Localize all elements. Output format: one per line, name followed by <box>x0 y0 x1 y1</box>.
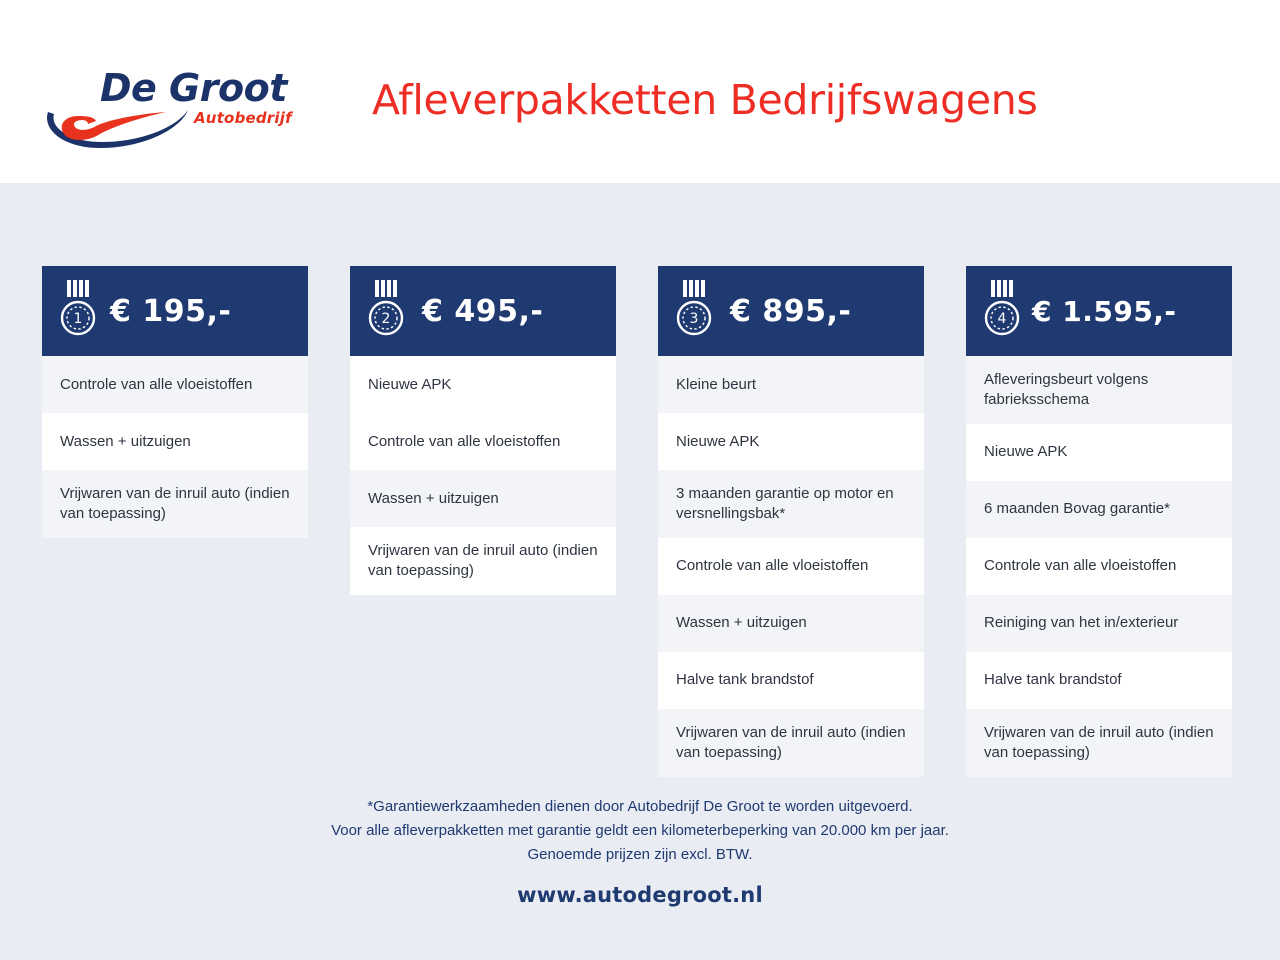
package-items-2 <box>350 356 616 595</box>
package-column-1 <box>42 266 308 777</box>
list-item <box>658 538 924 595</box>
svg-text:1: 1 <box>73 311 83 327</box>
item-text: Controle van alle vloeistoffen <box>60 375 253 393</box>
list-item <box>42 356 308 413</box>
package-price-4: € 1.595,- <box>1032 294 1177 328</box>
item-text: Reiniging van het in/exterieur <box>984 614 1179 632</box>
package-header-1 <box>42 266 308 356</box>
item-text: Controle van alle vloeistoffen <box>984 557 1177 575</box>
list-item <box>966 424 1232 481</box>
list-item <box>966 481 1232 538</box>
item-text: Vrijwaren van de inruil auto (indien van toepassing) <box>368 542 598 579</box>
list-item <box>966 652 1232 709</box>
medal-icon-3 <box>672 280 716 342</box>
list-item <box>658 356 924 413</box>
package-price-1: € 195,- <box>110 293 232 329</box>
package-header-4 <box>966 266 1232 356</box>
item-text: Wassen + uitzuigen <box>676 614 807 632</box>
logo-name: De Groot <box>100 66 287 110</box>
page-header <box>0 0 1280 183</box>
item-text: 6 maanden Bovag garantie* <box>984 500 1170 518</box>
item-text: Kleine beurt <box>676 375 757 393</box>
item-text: Vrijwaren van de inruil auto (indien van toepassing) <box>984 723 1214 761</box>
logo-tagline: Autobedrijf <box>194 109 292 127</box>
item-text: Controle van alle vloeistoffen <box>368 432 561 450</box>
package-items-1 <box>42 356 308 538</box>
list-item <box>42 413 308 470</box>
medal-icon-1 <box>56 280 100 342</box>
list-item <box>350 413 616 470</box>
item-text: Halve tank brandstof <box>676 671 814 689</box>
item-text: Vrijwaren van de inruil auto (indien van toepassing) <box>676 723 906 761</box>
list-item <box>658 595 924 652</box>
list-item <box>658 413 924 470</box>
footnotes <box>0 795 1280 867</box>
item-text: Nieuwe APK <box>984 443 1068 461</box>
item-text: Wassen + uitzuigen <box>368 489 499 507</box>
item-text: Wassen + uitzuigen <box>60 432 191 450</box>
list-item <box>658 470 924 538</box>
company-logo <box>42 62 302 152</box>
package-column-2 <box>350 266 616 777</box>
page-title: Afleverpakketten Bedrijfswagens <box>372 76 1038 124</box>
medal-icon-4 <box>980 280 1024 342</box>
footnote-line-2: Voor alle afleverpakketten met garantie geldt een kilometerbeperking van 20.000 km per jaar. <box>331 822 949 839</box>
item-text: Nieuwe APK <box>368 375 452 393</box>
package-price-2: € 495,- <box>422 293 544 329</box>
package-price-3: € 895,- <box>730 293 852 329</box>
list-item <box>966 538 1232 595</box>
package-items-3 <box>658 356 924 777</box>
list-item <box>350 470 616 527</box>
item-text: Vrijwaren van de inruil auto (indien van toepassing) <box>60 485 290 522</box>
list-item <box>42 470 308 538</box>
list-item <box>658 709 924 777</box>
package-column-4 <box>966 266 1232 777</box>
item-text: Halve tank brandstof <box>984 671 1122 689</box>
item-text: Afleveringsbeurt volgens fabrieksschema <box>984 371 1149 408</box>
website-link[interactable]: www.autodegroot.nl <box>517 883 763 907</box>
svg-text:2: 2 <box>381 311 391 327</box>
list-item <box>966 595 1232 652</box>
item-text: Controle van alle vloeistoffen <box>676 557 869 575</box>
list-item <box>966 356 1232 424</box>
page-body <box>0 183 1280 960</box>
package-header-2 <box>350 266 616 356</box>
item-text: Nieuwe APK <box>676 432 760 450</box>
footnote-line-1: *Garantiewerkzaamheden dienen door Autobedrijf De Groot te worden uitgevoerd. <box>367 798 913 815</box>
list-item <box>658 652 924 709</box>
svg-text:3: 3 <box>689 311 699 327</box>
package-column-3 <box>658 266 924 777</box>
list-item <box>350 527 616 595</box>
svg-text:4: 4 <box>997 311 1007 327</box>
packages-container <box>42 266 1238 777</box>
package-header-3 <box>658 266 924 356</box>
medal-icon-2 <box>364 280 408 342</box>
item-text: 3 maanden garantie op motor en versnellingsbak* <box>676 485 894 522</box>
footnote-line-3: Genoemde prijzen zijn excl. BTW. <box>527 846 753 863</box>
package-items-4 <box>966 356 1232 777</box>
list-item <box>966 709 1232 777</box>
list-item <box>350 356 616 413</box>
